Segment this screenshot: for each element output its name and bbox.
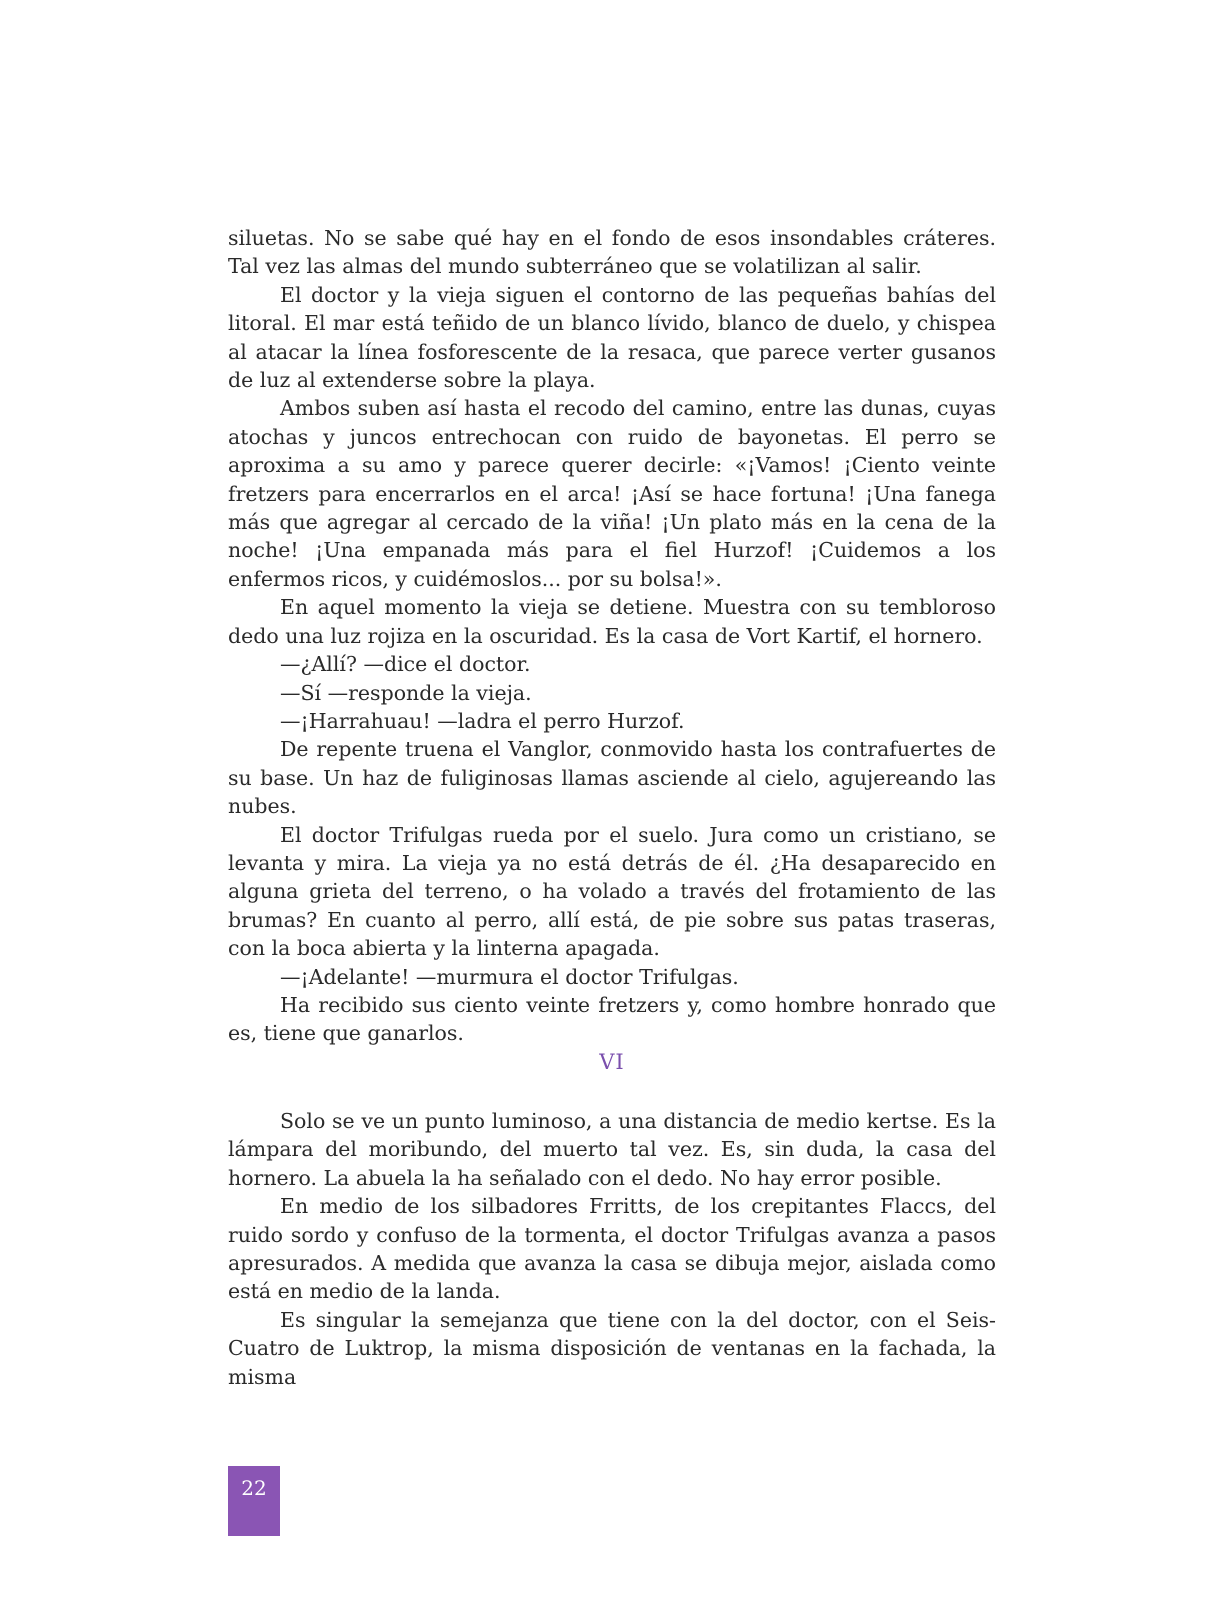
- chapter-heading: VI: [599, 1050, 625, 1074]
- page-number: 22: [241, 1476, 267, 1500]
- paragraph: Solo se ve un punto luminoso, a una distancia de medio kertse. Es la lámpara del moribundo, del muerto tal vez. Es, sin duda, la casa del hornero. La abuela la ha señalado con el dedo. No hay error posible.: [228, 1109, 996, 1190]
- page-number-tab: [228, 1466, 280, 1536]
- dialogue-line: —¡Adelante! —murmura el doctor Trifulgas.: [280, 964, 739, 989]
- paragraph: Ambos suben así hasta el recodo del camino, entre las dunas, cuyas atochas y juncos entrechocan con ruido de bayonetas. El perro se aproxima a su amo y parece querer decirle: «¡Vamos! ¡Ciento veinte fretzers para encerrarlos en el arca! ¡Así se hace fortuna! ¡Una fanega más que agregar al cercado de la viña! ¡Un plato más en la cena de la noche! ¡Una empanada más para el fiel Hurzof! ¡Cuidemos a los enfermos ricos, y cuidémoslos... por su bolsa!».: [228, 396, 996, 591]
- paragraph: El doctor y la vieja siguen el contorno de las pequeñas bahías del litoral. El mar está teñido de un blanco lívido, blanco de duelo, y chispea al atacar la línea fosforescente de la resaca, que parece verter gusanos de luz al extenderse sobre la playa.: [228, 282, 996, 393]
- paragraph: En medio de los silbadores Frritts, de los crepitantes Flaccs, del ruido sordo y confuso de la tormenta, el doctor Trifulgas avanza a pasos apresurados. A medida que avanza la casa se dibuja mejor, aislada como está en medio de la landa.: [228, 1194, 996, 1304]
- main-text-top: [228, 224, 996, 1048]
- paragraph: De repente truena el Vanglor, conmovido hasta los contrafuertes de su base. Un haz de fuliginosas llamas asciende al cielo, agujereando las nubes.: [228, 737, 996, 819]
- paragraph: siluetas. No se sabe qué hay en el fondo de esos insondables cráteres. Tal vez las almas del mundo subterráneo que se volatilizan al salir.: [228, 226, 996, 279]
- paragraph: En aquel momento la vieja se detiene. Muestra con su tembloroso dedo una luz rojiza en la oscuridad. Es la casa de Vort Kartif, el hornero.: [228, 595, 996, 648]
- paragraph: Ha recibido sus ciento veinte fretzers y, como hombre honrado que es, tiene que ganarlos.: [228, 992, 996, 1046]
- dialogue-line: —¡Harrahuau! —ladra el perro Hurzof.: [280, 708, 685, 733]
- dialogue-line: —Sí —responde la vieja.: [280, 680, 532, 705]
- paragraph: Es singular la semejanza que tiene con la del doctor, con el Seis-Cuatro de Luktrop, la misma disposición de ventanas en la fachada, la misma: [228, 1307, 996, 1389]
- paragraph: El doctor Trifulgas rueda por el suelo. Jura como un cristiano, se levanta y mira. La vieja ya no está detrás de él. ¿Ha desaparecido en alguna grieta del terreno, o ha volado a través del frotamiento de las brumas? En cuanto al perro, allí está, de pie sobre sus patas traseras, con la boca abierta y la linterna apagada.: [228, 822, 996, 961]
- main-text-bottom: [228, 1107, 996, 1391]
- dialogue-line: —¿Allí? —dice el doctor.: [280, 652, 531, 677]
